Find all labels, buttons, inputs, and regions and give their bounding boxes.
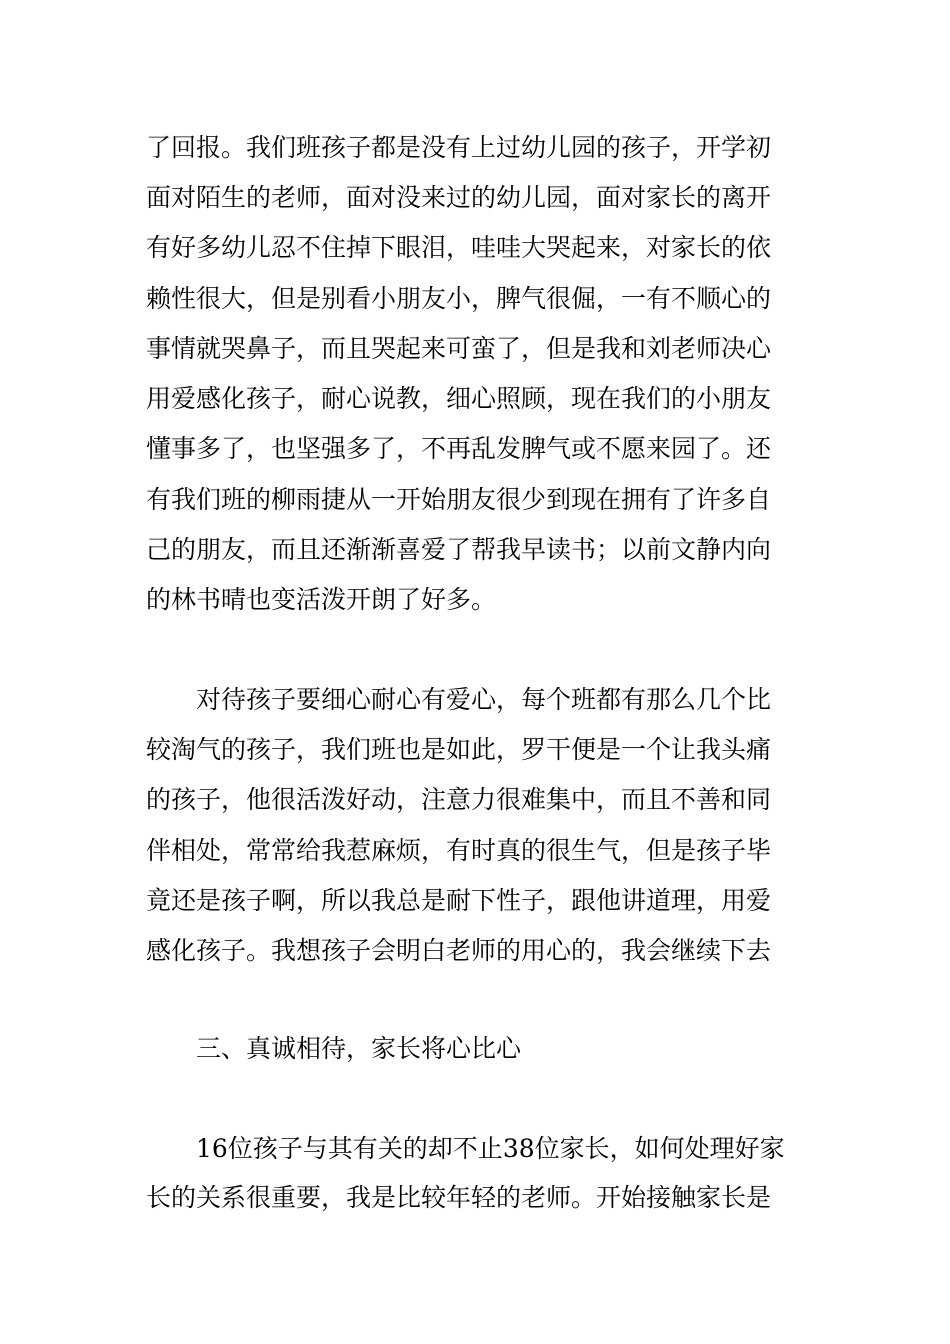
text-line: 的孩子，他很活泼好动，注意力很难集中，而且不善和同 (146, 785, 772, 814)
text-line: 赖性很大，但是别看小朋友小，脾气很倔，一有不顺心的 (146, 284, 772, 313)
text-line: 懂事多了，也坚强多了，不再乱发脾气或不愿来园了。还 (146, 434, 772, 463)
text-line: 事情就哭鼻子，而且哭起来可蛮了，但是我和刘老师决心 (146, 334, 772, 363)
text-line: 竟还是孩子啊，所以我总是耐下性子，跟他讲道理，用爱 (146, 886, 772, 915)
text-line: 了回报。我们班孩子都是没有上过幼儿园的孩子，开学初 (146, 133, 772, 162)
text-line: 长的关系很重要，我是比较年轻的老师。开始接触家长是 (146, 1183, 772, 1212)
text-line: 有我们班的柳雨捷从一开始朋友很少到现在拥有了许多自 (146, 485, 772, 514)
text-line: 感化孩子。我想孩子会明白老师的用心的，我会继续下去 (146, 936, 772, 965)
text-line: 面对陌生的老师，面对没来过的幼儿园，面对家长的离开 (146, 183, 772, 212)
text-line: 较淘气的孩子，我们班也是如此，罗干便是一个让我头痛 (146, 735, 772, 764)
text-line: 的林书晴也变活泼开朗了好多。 (146, 585, 497, 614)
text-line: 用爱感化孩子，耐心说教，细心照顾，现在我们的小朋友 (146, 384, 772, 413)
text-line: 伴相处，常常给我惹麻烦，有时真的很生气，但是孩子毕 (146, 836, 772, 865)
text-line: 对待孩子要细心耐心有爱心，每个班都有那么几个比 (196, 685, 772, 714)
text-line: 16位孩子与其有关的却不止38位家长，如何处理好家 (196, 1134, 785, 1163)
text-line: 有好多幼儿忍不住掉下眼泪，哇哇大哭起来，对家长的依 (146, 233, 772, 262)
section-heading: 三、真诚相待，家长将心比心 (196, 1034, 522, 1063)
text-line: 己的朋友，而且还渐渐喜爱了帮我早读书；以前文静内向 (146, 535, 772, 564)
